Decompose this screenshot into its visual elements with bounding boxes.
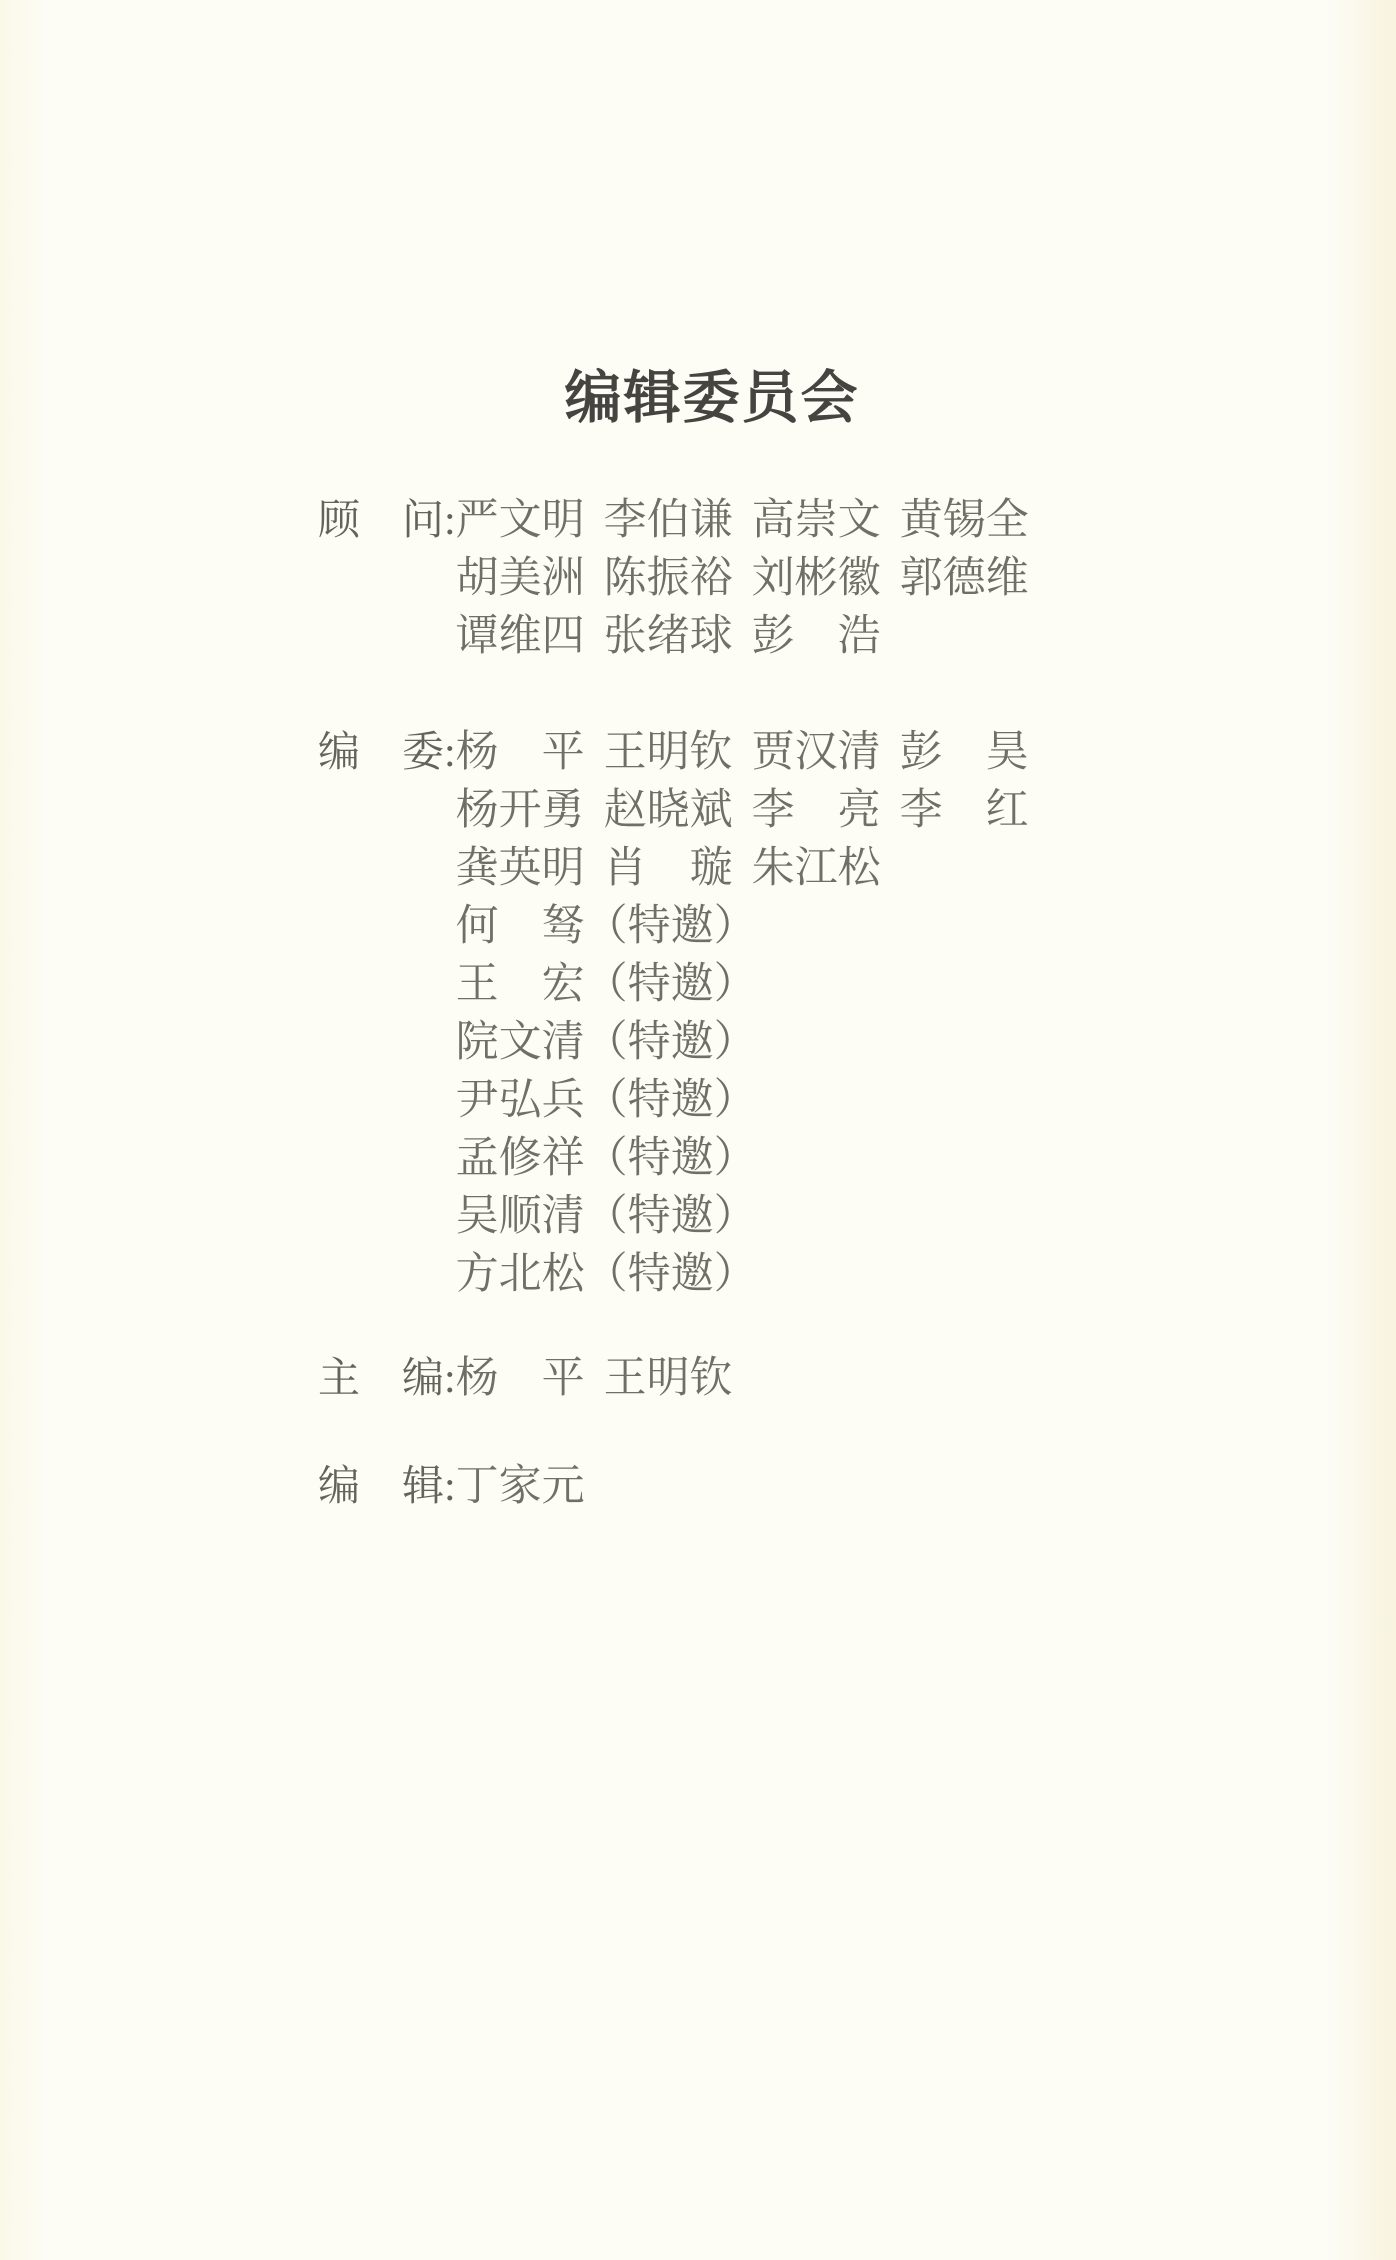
board-name-rows <box>456 724 1396 1304</box>
committee-member-name: 谭维四 <box>455 613 585 660</box>
committee-member-name: 彭 昊 <box>899 729 1029 776</box>
name-row <box>456 782 1396 840</box>
committee-member-name: 胡美洲 <box>455 555 585 602</box>
name-row <box>456 956 1396 1014</box>
name-row <box>456 1350 1396 1408</box>
committee-member-name: 王 宏（特邀） <box>455 961 757 1008</box>
committee-member-name: 李 亮 <box>751 787 881 834</box>
committee-member-name: 李伯谦 <box>603 497 733 544</box>
name-row <box>456 1188 1396 1246</box>
name-row <box>456 1072 1396 1130</box>
committee-member-name: 吴顺清（特邀） <box>455 1193 757 1240</box>
committee-member-name: 李 红 <box>899 787 1029 834</box>
section-label: 编 委: <box>318 730 456 776</box>
committee-member-name: 杨 平 <box>455 1355 585 1402</box>
committee-member-name: 陈振裕 <box>603 555 733 602</box>
editor-name-rows <box>456 1458 1396 1516</box>
section-chief-editors <box>0 1350 1396 1408</box>
name-row <box>456 840 1396 898</box>
committee-member-name: 王明钦 <box>603 729 733 776</box>
name-row <box>456 1458 1396 1516</box>
committee-member-name: 严文明 <box>455 497 585 544</box>
committee-member-name: 郭德维 <box>899 555 1029 602</box>
name-row <box>456 1014 1396 1072</box>
section-label: 编 辑: <box>318 1464 456 1510</box>
committee-member-name: 方北松（特邀） <box>455 1251 757 1298</box>
name-row <box>456 898 1396 956</box>
name-row <box>456 1246 1396 1304</box>
section-editorial-board <box>0 724 1396 1304</box>
committee-member-name: 彭 浩 <box>751 613 881 660</box>
committee-member-name: 杨开勇 <box>455 787 585 834</box>
section-editor <box>0 1458 1396 1516</box>
committee-member-name: 龚英明 <box>455 845 585 892</box>
name-row <box>456 1130 1396 1188</box>
name-row <box>456 492 1396 550</box>
committee-member-name: 张绪球 <box>603 613 733 660</box>
name-row <box>456 724 1396 782</box>
committee-member-name: 贾汉清 <box>751 729 881 776</box>
committee-member-name: 王明钦 <box>603 1355 733 1402</box>
committee-member-name: 尹弘兵（特邀） <box>455 1077 757 1124</box>
section-advisors <box>0 492 1396 666</box>
advisors-name-rows <box>456 492 1396 666</box>
committee-member-name: 杨 平 <box>455 729 585 776</box>
committee-member-name: 朱江松 <box>751 845 881 892</box>
name-row <box>456 550 1396 608</box>
committee-member-name: 孟修祥（特邀） <box>455 1135 757 1182</box>
committee-member-name: 丁家元 <box>455 1463 585 1510</box>
name-row <box>456 608 1396 666</box>
committee-member-name: 高崇文 <box>751 497 881 544</box>
committee-member-name: 赵晓斌 <box>603 787 733 834</box>
committee-member-name: 何 驽（特邀） <box>455 903 757 950</box>
section-label: 顾 问: <box>318 498 456 544</box>
committee-member-name: 肖 璇 <box>603 845 733 892</box>
committee-member-name: 刘彬徽 <box>751 555 881 602</box>
chief-name-rows <box>456 1350 1396 1408</box>
page-title: 编辑委员会 <box>564 366 860 430</box>
committee-member-name: 院文清（特邀） <box>455 1019 757 1066</box>
scanned-book-page <box>0 352 1396 2260</box>
section-label: 主 编: <box>318 1356 456 1402</box>
committee-member-name: 黄锡全 <box>899 497 1029 544</box>
